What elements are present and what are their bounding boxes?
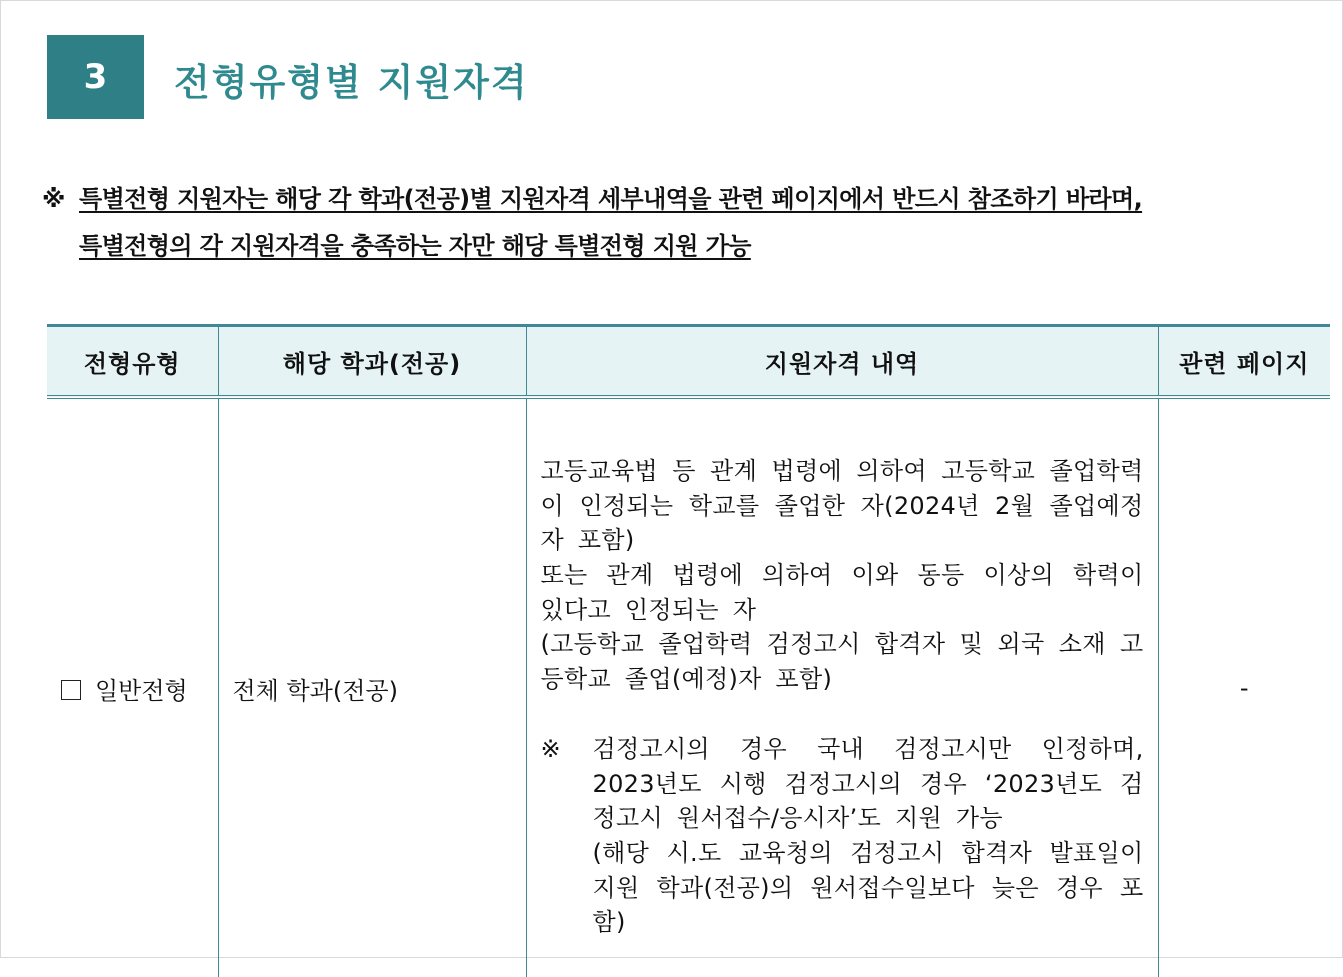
header-page: 관련 페이지	[1158, 326, 1330, 398]
qualification-para-2: 또는 관계 법령에 의하여 이와 동등 이상의 학력이 있다고 인정되는 자	[540, 560, 1144, 624]
table-row	[47, 397, 1330, 977]
note-mark: ※	[540, 735, 561, 764]
qualification-para-1: 고등교육법 등 관계 법령에 의하여 고등학교 졸업학력이 인정되는 학교를 졸업한 자(2024년 2월 졸업예정자 포함)	[540, 457, 1144, 555]
type-cell	[47, 397, 218, 977]
header-qualification: 지원자격 내역	[526, 326, 1158, 398]
header-department: 해당 학과(전공)	[218, 326, 526, 398]
notice	[42, 176, 1337, 270]
qualification-note	[541, 732, 1144, 940]
qualification-cell	[526, 397, 1158, 977]
department-cell: 전체 학과(전공)	[218, 397, 526, 977]
qualification-table	[47, 324, 1330, 977]
header-type: 전형유형	[47, 326, 218, 398]
notice-line-1: 특별전형 지원자는 해당 각 학과(전공)별 지원자격 세부내역을 관련 페이지에서 반드시 참조하기 바라며,	[79, 185, 1143, 213]
qualification-note-2: (해당 시.도 교육청의 검정고시 합격자 발표일이 지원 학과(전공)의 원서접수일보다 늦은 경우 포함)	[592, 839, 1144, 937]
notice-line-2: 특별전형의 각 지원자격을 충족하는 자만 해당 특별전형 지원 가능	[79, 232, 751, 260]
page-cell: -	[1158, 397, 1330, 977]
qualification-para-3: (고등학교 졸업학력 검정고시 합격자 및 외국 소재 고등학교 졸업(예정)자 포함)	[540, 630, 1144, 693]
section-title: 전형유형별 지원자격	[174, 61, 529, 104]
qualification-note-1: 검정고시의 경우 국내 검정고시만 인정하며, 2023년도 시행 검정고시의 경우 ‘2023년도 검정고시 원서접수/응시자’도 지원 가능	[592, 735, 1144, 833]
table-header-row	[47, 326, 1330, 398]
checkbox-icon[interactable]	[61, 680, 81, 700]
section-number: 3	[47, 35, 144, 119]
type-label: 일반전형	[95, 676, 188, 705]
notice-mark: ※	[42, 185, 66, 213]
